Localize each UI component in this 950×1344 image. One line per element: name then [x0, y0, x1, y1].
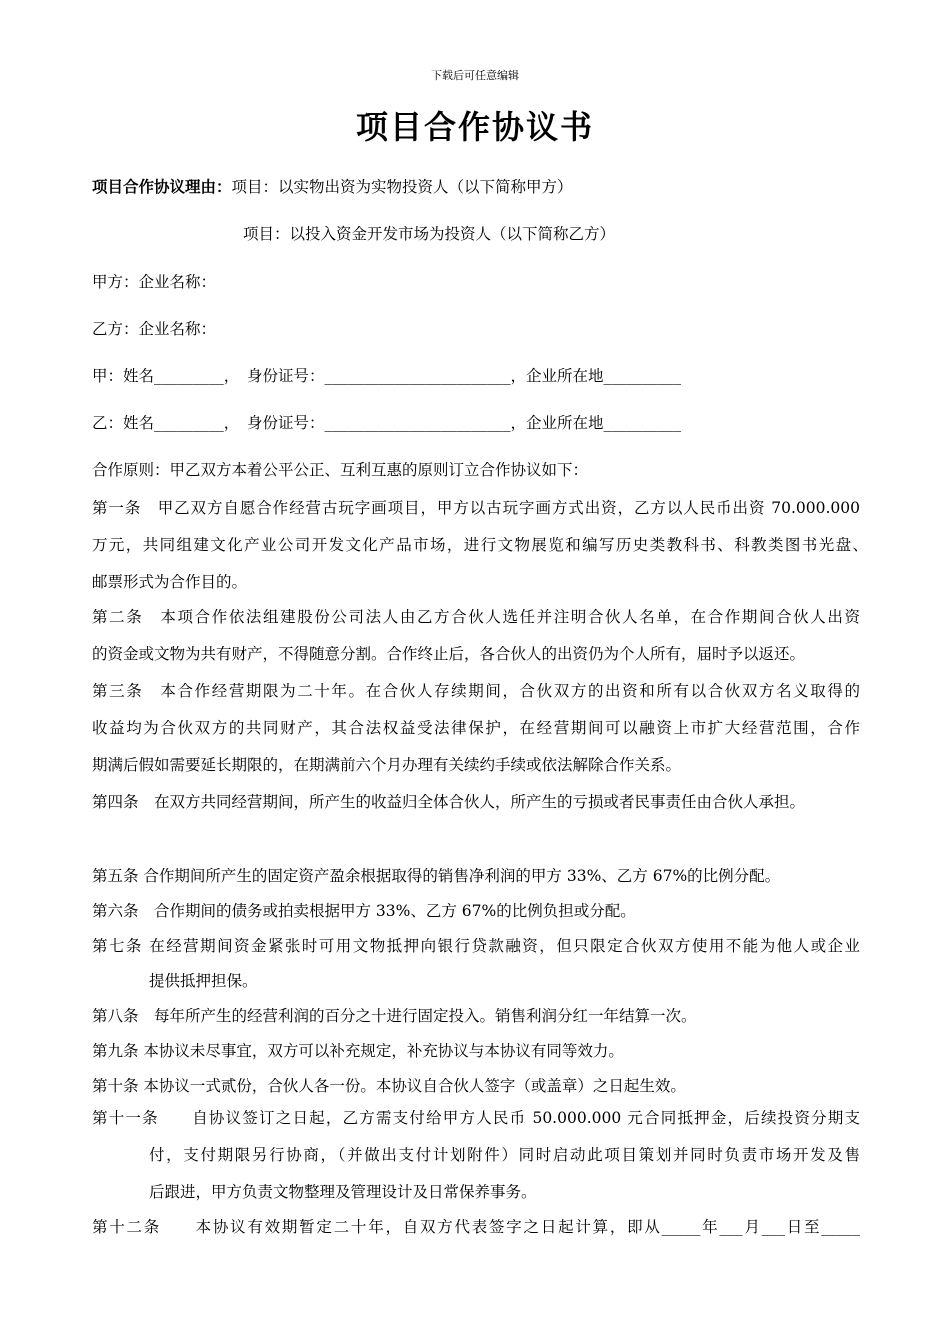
article-7-line-2: 提供抵押担保。	[149, 972, 258, 990]
party-b-person: 乙：姓名_________， 身份证号：________________________，企业所在地__________	[92, 414, 682, 432]
reason-label: 项目合作协议理由：	[92, 177, 232, 196]
article-3-line-2: 收益均为合伙双方的共同财产，其合法权益受法律保护，在经营期间可以融资上市扩大经营范围，合作	[92, 719, 860, 737]
party-a-person: 甲：姓名_________， 身份证号：________________________，企业所在地__________	[92, 367, 682, 385]
party-a-company: 甲方：企业名称：	[92, 273, 217, 291]
article-10: 第十条 本协议一式贰份，合伙人各一份。本协议自合伙人签字（或盖章）之日起生效。	[92, 1077, 686, 1095]
article-11-line-1: 第十一条 自协议签订之日起，乙方需支付给甲方人民币 50.000.000 元合同抵押金，后续投资分期支	[92, 1109, 860, 1127]
article-11-line-3: 后跟进，甲方负责文物整理及管理设计及日常保养事务。	[149, 1183, 537, 1201]
article-1-line-1: 第一条 甲乙双方自愿合作经营古玩字画项目，甲方以古玩字画方式出资，乙方以人民币出资 70.000.000	[92, 499, 860, 517]
article-8: 第八条 每年所产生的经营利润的百分之十进行固定投入。销售利润分红一年结算一次。	[92, 1007, 697, 1025]
article-7-line-1: 第七条 在经营期间资金紧张时可用文物抵押向银行贷款融资，但只限定合伙双方使用不能为他人或企业	[92, 937, 860, 955]
article-11-line-2: 付，支付期限另行协商，（并做出支付计划附件）同时启动此项目策划并同时负责市场开发及售	[149, 1146, 860, 1164]
reason-item-a: 项目：以实物出资为实物投资人（以下简称甲方）	[231, 178, 573, 196]
article-5: 第五条 合作期间所产生的固定资产盈余根据取得的销售净利润的甲方 33%、乙方 67%的比例分配。	[92, 867, 781, 885]
header-note: 下载后可任意编辑	[431, 69, 519, 82]
article-12: 第十二条 本协议有效期暂定二十年，自双方代表签字之日起计算，即从_____年___月___日至_____	[92, 1218, 860, 1236]
reason-item-b: 项目：以投入资金开发市场为投资人（以下简称乙方）	[243, 225, 616, 243]
reason-line-1	[92, 175, 573, 197]
cooperation-principle: 合作原则：甲乙双方本着公平公正、互利互惠的原则订立合作协议如下：	[92, 461, 589, 479]
party-b-company: 乙方：企业名称：	[92, 320, 217, 338]
article-3-line-3: 期满后假如需要延长期限的，在期满前六个月办理有关续约手续或依法解除合作关系。	[92, 756, 682, 774]
document-title: 项目合作协议书	[355, 108, 594, 146]
article-2-line-1: 第二条 本项合作依法组建股份公司法人由乙方合伙人选任并注明合伙人名单，在合作期间合伙人出资	[92, 608, 860, 626]
article-4: 第四条 在双方共同经营期间，所产生的收益归全体合伙人，所产生的亏损或者民事责任由合伙人承担。	[92, 793, 806, 811]
article-1-line-2: 万元，共同组建文化产业公司开发文化产品市场，进行文物展览和编写历史类教科书、科教类图书光盘、	[92, 536, 868, 554]
article-3-line-1: 第三条 本合作经营期限为二十年。在合伙人存续期间，合伙双方的出资和所有以合伙双方名义取得的	[92, 682, 860, 700]
article-9: 第九条 本协议未尽事宜，双方可以补充规定，补充协议与本协议有同等效力。	[92, 1042, 624, 1060]
article-2-line-2: 的资金或文物为共有财产，不得随意分割。合作终止后，各合伙人的出资仍为个人所有，届时予以返还。	[92, 645, 806, 663]
article-1-line-3: 邮票形式为合作目的。	[92, 573, 248, 591]
article-6: 第六条 合作期间的债务或拍卖根据甲方 33%、乙方 67%的比例负担或分配。	[92, 902, 636, 920]
